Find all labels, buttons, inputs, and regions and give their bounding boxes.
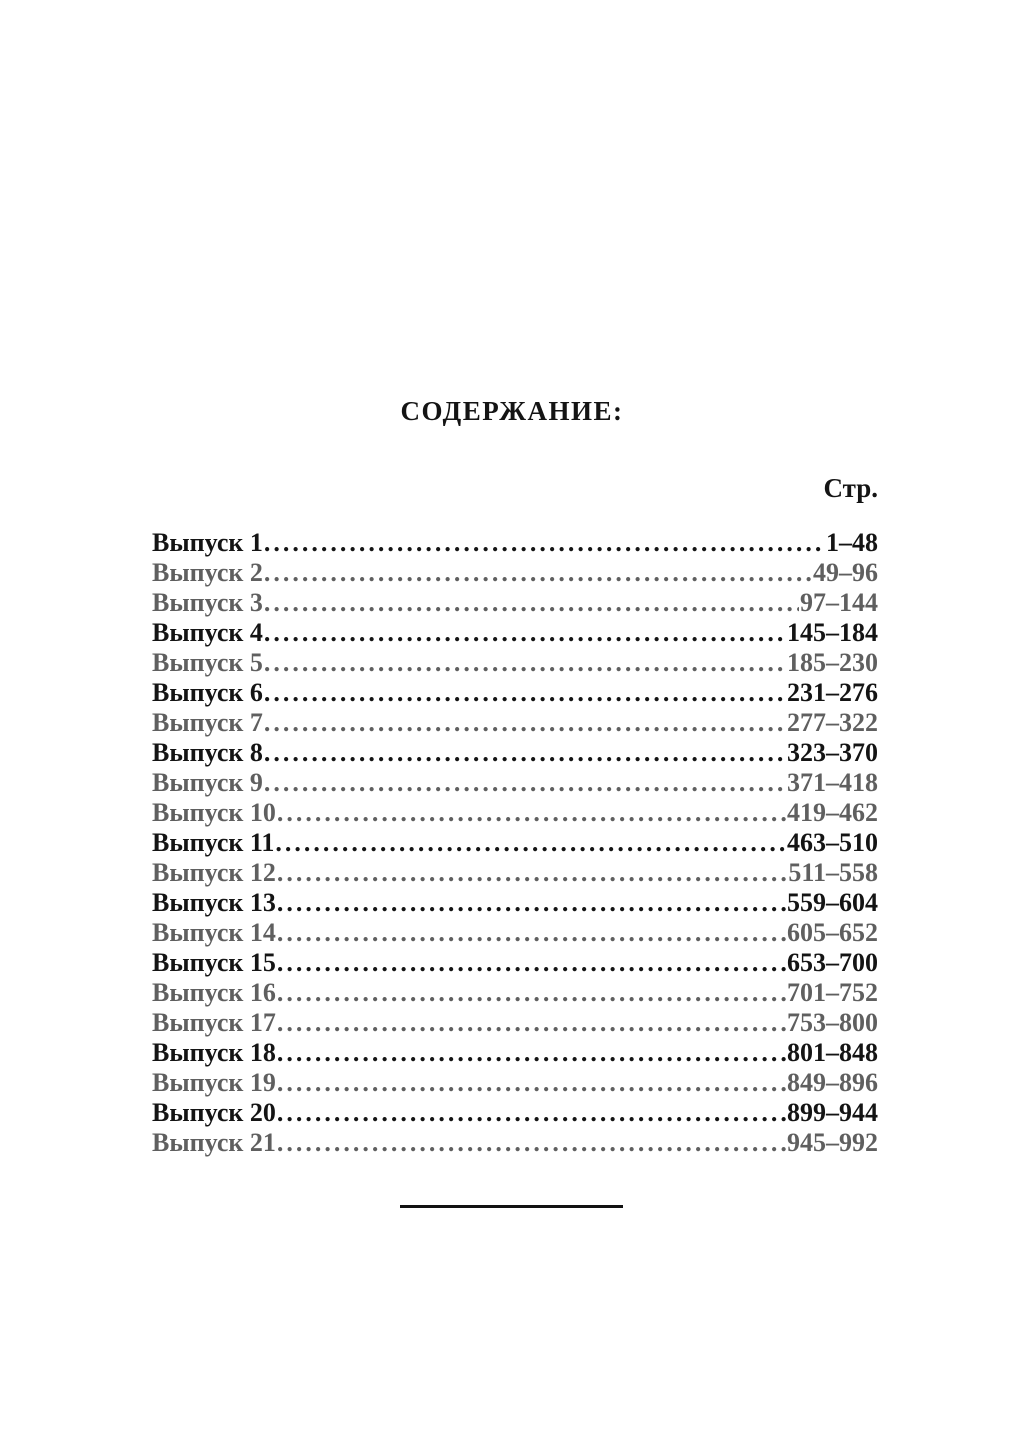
dot-leader: [277, 948, 786, 978]
toc-entry-label: Выпуск 11: [152, 828, 275, 857]
toc-entry-pages: 701–752: [787, 978, 878, 1007]
dot-leader: [264, 678, 786, 708]
dot-leader: [277, 1038, 786, 1068]
dot-leader: [277, 1128, 786, 1158]
toc-entry-label: Выпуск 15: [152, 948, 276, 977]
toc-row: [152, 768, 878, 798]
toc-entry-pages: 559–604: [787, 888, 878, 917]
toc-row: [152, 738, 878, 768]
dot-leader: [277, 978, 786, 1008]
toc-entry-label: Выпуск 5: [152, 648, 263, 677]
dot-leader: [277, 858, 788, 888]
toc-row: [152, 678, 878, 708]
toc-entry-label: Выпуск 14: [152, 918, 276, 947]
toc-row: [152, 528, 878, 558]
toc-row: [152, 888, 878, 918]
toc-entry-pages: 371–418: [787, 768, 878, 797]
dot-leader: [264, 648, 786, 678]
toc-row: [152, 708, 878, 738]
toc-entry-pages: 753–800: [787, 1008, 878, 1037]
toc-entry-pages: 945–992: [787, 1128, 878, 1157]
toc-entry-pages: 185–230: [787, 648, 878, 677]
toc-list: [152, 528, 878, 1158]
toc-entry-pages: 49–96: [813, 558, 878, 587]
toc-entry-pages: 463–510: [787, 828, 878, 857]
toc-row: [152, 618, 878, 648]
toc-row: [152, 1128, 878, 1158]
toc-entry-label: Выпуск 4: [152, 618, 263, 647]
toc-row: [152, 1068, 878, 1098]
toc-entry-label: Выпуск 7: [152, 708, 263, 737]
toc-entry-label: Выпуск 20: [152, 1098, 276, 1127]
toc-row: [152, 918, 878, 948]
dot-leader: [264, 708, 786, 738]
toc-entry-pages: 801–848: [787, 1038, 878, 1067]
toc-entry-label: Выпуск 19: [152, 1068, 276, 1097]
dot-leader: [264, 618, 786, 648]
toc-row: [152, 1038, 878, 1068]
pages-column-header: Стр.: [823, 473, 878, 503]
dot-leader: [277, 1098, 786, 1128]
toc-row: [152, 828, 878, 858]
toc-entry-label: Выпуск 21: [152, 1128, 276, 1157]
toc-row: [152, 978, 878, 1008]
toc-row: [152, 588, 878, 618]
toc-entry-pages: 419–462: [787, 798, 878, 827]
dot-leader: [275, 828, 786, 858]
toc-entry-pages: 899–944: [787, 1098, 878, 1127]
toc-row: [152, 1008, 878, 1038]
toc-row: [152, 1098, 878, 1128]
toc-row: [152, 948, 878, 978]
toc-entry-pages: 277–322: [787, 708, 878, 737]
toc-row: [152, 558, 878, 588]
toc-entry-label: Выпуск 2: [152, 558, 263, 587]
toc-entry-label: Выпуск 17: [152, 1008, 276, 1037]
dot-leader: [277, 1068, 786, 1098]
dot-leader: [264, 528, 825, 558]
toc-entry-label: Выпуск 8: [152, 738, 263, 767]
toc-entry-pages: 97–144: [800, 588, 878, 617]
dot-leader: [264, 558, 812, 588]
toc-entry-label: Выпуск 13: [152, 888, 276, 917]
toc-entry-pages: 1–48: [826, 528, 878, 557]
toc-entry-pages: 511–558: [788, 858, 878, 887]
toc-row: [152, 648, 878, 678]
dot-leader: [264, 738, 786, 768]
toc-entry-label: Выпуск 9: [152, 768, 263, 797]
page-title: СОДЕРЖАНИЕ:: [400, 396, 624, 426]
toc-entry-pages: 145–184: [787, 618, 878, 647]
toc-entry-pages: 323–370: [787, 738, 878, 767]
toc-entry-label: Выпуск 12: [152, 858, 276, 887]
dot-leader: [277, 888, 786, 918]
toc-entry-label: Выпуск 3: [152, 588, 263, 617]
toc-row: [152, 798, 878, 828]
end-rule: [400, 1205, 623, 1208]
toc-entry-label: Выпуск 6: [152, 678, 263, 707]
dot-leader: [264, 588, 799, 618]
toc-entry-label: Выпуск 10: [152, 798, 276, 827]
toc-row: [152, 858, 878, 888]
dot-leader: [277, 1008, 786, 1038]
dot-leader: [264, 768, 786, 798]
toc-entry-pages: 653–700: [787, 948, 878, 977]
toc-entry-label: Выпуск 18: [152, 1038, 276, 1067]
toc-entry-label: Выпуск 16: [152, 978, 276, 1007]
dot-leader: [277, 798, 786, 828]
toc-entry-pages: 849–896: [787, 1068, 878, 1097]
dot-leader: [277, 918, 786, 948]
toc-entry-pages: 231–276: [787, 678, 878, 707]
toc-entry-label: Выпуск 1: [152, 528, 263, 557]
toc-entry-pages: 605–652: [787, 918, 878, 947]
